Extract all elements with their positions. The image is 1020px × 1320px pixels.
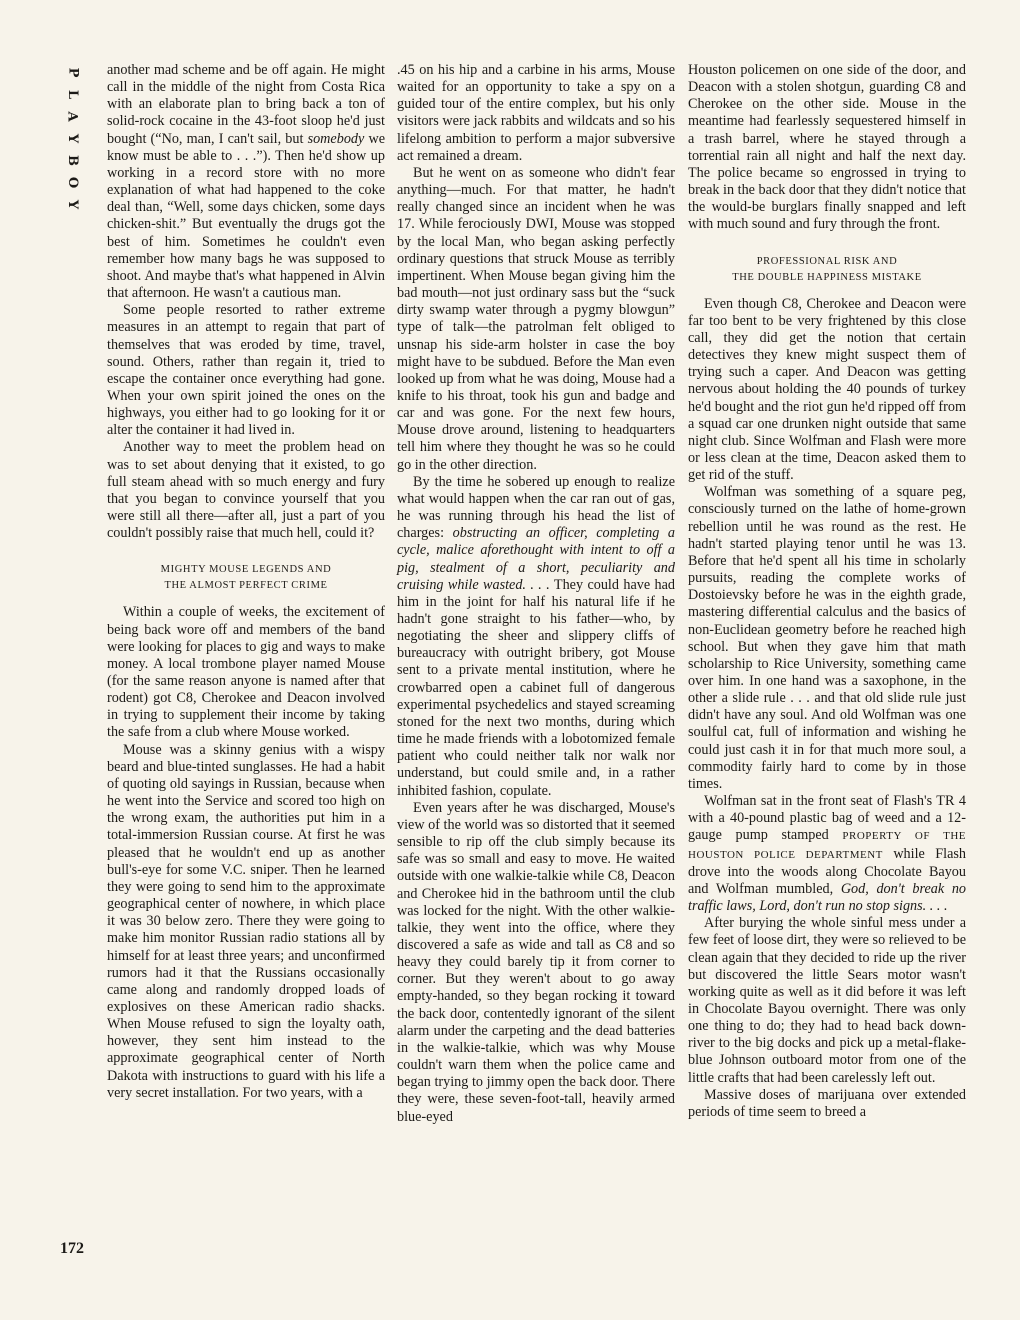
page-number: 172 bbox=[60, 1240, 84, 1257]
paragraph: .45 on his hip and a carbine in his arms, Mouse waited for an opportunity to take a spy on a guided tour of the entire complex, but his only visitors were jack rabbits and wildcats and so his lifelong ambition to perform a major subversive act remained a dream. bbox=[397, 62, 675, 164]
paragraph: Wolfman sat in the front seat of Flash's TR 4 with a 40-pound plastic bag of weed and a 12-gauge pump stamped PROPERTY OF THE HOUSTON POLICE DEPARTMENT while Flash drove into the woods along Chocolate Bayou and Wolfman mumbled, God, don't break no traffic laws, Lord, don't run no stop signs. . . . bbox=[688, 793, 967, 915]
paragraph: Mouse was a skinny genius with a wispy beard and blue-tinted sunglasses. He had a habit of quoting old sayings in Russian, because when he went into the Service and scored too high on the wrong exam, the authorities put him in a total-immersion Russian course. At first he was pleased that he wouldn't end up as another bull's-eye for some V.C. sniper. Then he learned they were going to send him to the approximate geographical center of nowhere, in which place it was 30 below zero. There they were going to make him monitor Russian radio stations all by himself for at least three years; and unconfirmed rumors had it that the Russians occasionally came along and randomly dropped loads of explosives on these American radio shacks. When Mouse refused to sign the loyalty oath, however, they sent him instead to the approximate geographical center of North Dakota with instructions to guard with his life a very secret installation. For two years, with a bbox=[107, 741, 385, 1101]
paragraph: Even years after he was discharged, Mouse's view of the world was so distorted that it seemed sensible to rip off the club simply because its safe was so small and easy to move. He waited outside with one walkie-talkie while C8, Deacon and Cherokee hid in the bathroom until the club was locked for the night. With the other walkie-talkie, they went into the office, where they discovered a safe as wide and tall as C8 and so heavy they could barely tip it from corner to corner. But they weren't about to go away empty-handed, so they began rocking it toward the back door, contentedly ignorant of the silent alarm under the carpeting and the dead batteries in the walkie-talkie, which was why Mouse couldn't warn them when the police came and began trying to jimmy open the back door. There they were, these seven-foot-tall, heavily armed blue-eyed bbox=[397, 799, 675, 1125]
masthead-letter: A bbox=[65, 111, 80, 123]
article-column-1 bbox=[107, 62, 385, 1102]
masthead-letter: L bbox=[64, 89, 80, 101]
section-subhead: MIGHTY MOUSE LEGENDS AND THE ALMOST PERFECT CRIME bbox=[160, 564, 332, 592]
paragraph: By the time he sobered up enough to realize what would happen when the car ran out of gas, he was running through his head the list of charges: obstructing an officer, completing a cycle, malice aforethought with intent to off a pig, stealment of a short, peculiarity and cruising while wasted. . . . They could have had him in the joint for half his natural life if he hadn't gone straight to his father—who, by negotiating the sheer and slippery cliffs of bureaucracy with outright bribery, got Mouse sent to a private mental institution, where he crowbarred open a cabinet full of dangerous experimental psychedelics and stayed screaming stoned for the next two months, during which time he made friends with a lobotomized female patient who could neither talk nor walk nor understand, but could smile and, in a rather inhibited fashion, copulate. bbox=[397, 473, 676, 799]
masthead-letter: O bbox=[64, 176, 80, 190]
paragraph: But he went on as someone who didn't fear anything—much. For that matter, he hadn't really changed since an incident when he was 17. While ferociously DWI, Mouse was stopped by the local Man, who began asking perfectly ordinary questions that struck Mouse as terribly impertinent. When Mouse began giving him the bad mouth—not just ordinary sass but the “suck dirty swamp water through a pygmy blowgun” type of talk—the patrolman felt obliged to unsnap his side-arm holster in case the boy might have to be subdued. Before the Man even looked up from what he was doing, Mouse had a knife to his throat, took his gun and badge and car and was gone. For the next few hours, Mouse drove around, listening to headquarters tell him where they thought he was so he could go in the other direction. bbox=[397, 164, 675, 473]
paragraph: After burying the whole sinful mess under a few feet of loose dirt, they were so relieved to be clean again that they decided to ride up the river but discovered the little Sears motor wasn't working quite as well as it did before it was left in Chocolate Bayou overnight. There was only one thing to do; they had to head back down-river to the big docks and pick up a metal-flake-blue Johnson outboard motor from one of the little crafts that had been carelessly left out. bbox=[688, 915, 966, 1086]
paragraph: Even though C8, Cherokee and Deacon were far too bent to be very frightened by this close call, they did get the notion that certain detectives they knew might suspect them of trying such a caper. And Deacon was getting nervous about holding the 40 pounds of turkey he'd bought and the riot gun he'd ripped off from a squad car one drunken night outside that same night club. Since Wolfman and Flash were more or less clean at the time, Deacon asked them to get rid of the stuff. bbox=[688, 295, 966, 484]
article-column-2 bbox=[397, 62, 675, 1126]
section-subhead: PROFESSIONAL RISK AND THE DOUBLE HAPPINESS MISTAKE bbox=[732, 255, 922, 283]
masthead-letter: Y bbox=[65, 199, 80, 211]
paragraph: Some people resorted to rather extreme measures in an attempt to regain that part of themselves that was eroded by time, travel, sound. Others, rather than regain it, tried to escape the container once everything had gone. When your own spirit joined the ones on the highways, you either had to go looking for it or alter the container it had lived in. bbox=[107, 302, 385, 439]
masthead-letter: P bbox=[65, 67, 80, 79]
paragraph: Massive doses of marijuana over extended periods of time seem to breed a bbox=[688, 1086, 966, 1120]
paragraph: Wolfman was something of a square peg, consciously turned on the lathe of home-grown rebellion until he was round as the rest. He hadn't started playing tenor until he was 13. Before that he'd spent all his time in scholarly pursuits, reading the complete works of Dostoievsky before he was in the eighth grade, mastering differential calculus and the basics of non-Euclidean geometry before he reached high school. But when they gave him that math scholarship to Rice University, something came over him. In one hand was a saxophone, in the other a slide rule . . . and that old slide rule just didn't have any soul. And old Wolfman was one soulful cat, full of information and wishing he could just cash it in for that much more soul, a commodity fairly hard to come by in those times. bbox=[688, 484, 966, 792]
paragraph: another mad scheme and be off again. He might call in the middle of the night from Costa Rica with an elaborate plan to bring back a ton of solid-rock cocaine in the 43-foot sloop he'd just bought (“No, man, I can't sail, but somebody we know must be able to . . .”). Then he'd show up working in a record store with no more explanation of what had happened to the coke deal than, “Well, some days chicken, some days chicken-shit.” But eventually the drugs got the best of him. Sometimes he couldn't even remember how many bags he was supposed to shoot. And maybe that's what happened in Alvin that afternoon. He wasn't a cautious man. bbox=[107, 62, 385, 302]
masthead-letter: B bbox=[65, 155, 80, 167]
masthead-letter: Y bbox=[65, 133, 80, 145]
paragraph: Within a couple of weeks, the excitement of being back wore off and members of the band were looking for places to gig and ways to make money. A local trombone player named Mouse (for the same reason anyone is named after that rodent) got C8, Cherokee and Deacon involved in trying to supplement their income by taking the safe from a club where Mouse worked. bbox=[107, 604, 385, 741]
article-column-3 bbox=[688, 62, 966, 1121]
paragraph: Another way to meet the problem head on was to set about denying that it existed, to go full steam ahead with so much energy and fury that you began to convince yourself that you were still all there—after all, just a part of you couldn't possibly raise that much hell, could it? bbox=[107, 439, 385, 542]
paragraph: Houston policemen on one side of the door, and Deacon with a stolen shotgun, guarding C8 and Cherokee on the other side. Mouse in the meantime had fearlessly sequestered himself in a trash barrel, where he stayed through a torrential rain all night and half the next day. The police became so engrossed in trying to break in the back door that they didn't notice that the would-be burglars finally snapped and left with much sound and fury through the front. bbox=[688, 62, 966, 233]
magazine-masthead bbox=[52, 62, 92, 216]
